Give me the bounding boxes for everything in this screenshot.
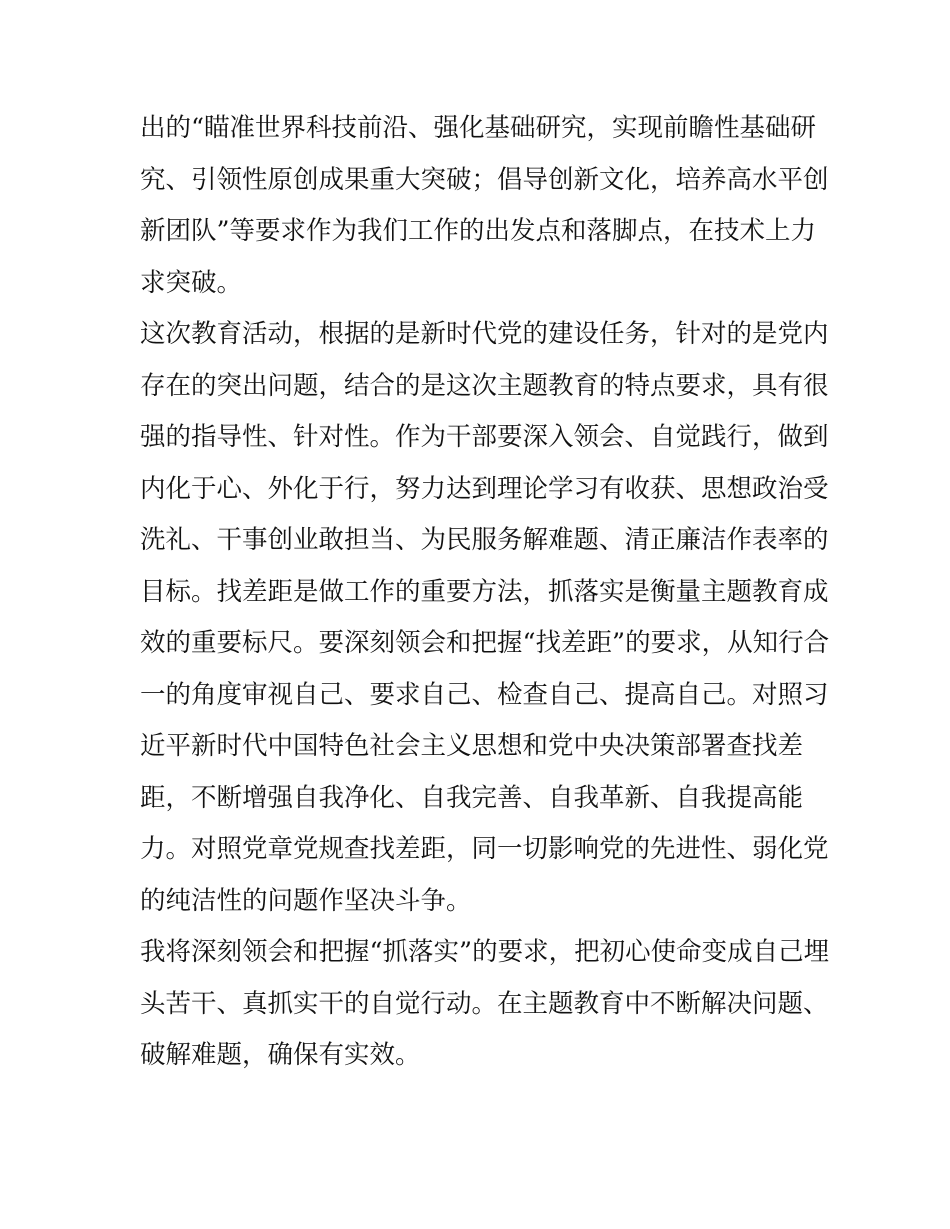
text-line: 存在的突出问题，结合的是这次主题教育的特点要求，具有很 xyxy=(140,370,829,401)
text-line: 距，不断增强自我净化、自我完善、自我革新、自我提高能 xyxy=(140,782,804,813)
text-line: 力。对照党章党规查找差距，同一切影响党的先进性、弱化党 xyxy=(140,834,829,864)
text-line: 破解难题，确保有实效。 xyxy=(140,1040,421,1070)
text-line: 近平新时代中国特色社会主义思想和党中央决策部署查找差 xyxy=(140,731,804,761)
text-line: 洗礼、干事创业敢担当、为民服务解难题、清正廉洁作表率的 xyxy=(140,525,829,555)
text-line: 究、引领性原创成果重大突破；倡导创新文化，培养高水平创 xyxy=(140,164,829,195)
paragraph-2 xyxy=(140,309,840,927)
text-line: 强的指导性、针对性。作为干部要深入领会、自觉践行，做到 xyxy=(140,422,829,452)
document-body xyxy=(140,103,840,1082)
text-line: 头苦干、真抓实干的自觉行动。在主题教育中不断解决问题、 xyxy=(140,988,829,1019)
text-line: 内化于心、外化于行，努力达到理论学习有收获、思想政治受 xyxy=(140,473,829,504)
text-line: 一的角度审视自己、要求自己、检查自己、提高自己。对照习 xyxy=(140,679,829,710)
text-line: 我将深刻领会和把握“抓落实”的要求，把初心使命变成自己埋 xyxy=(140,937,830,967)
text-line: 的纯洁性的问题作坚决斗争。 xyxy=(140,885,472,916)
text-line: 新团队”等要求作为我们工作的出发点和落脚点，在技术上力 xyxy=(140,216,817,246)
text-line: 这次教育活动，根据的是新时代党的建设任务，针对的是党内 xyxy=(140,319,829,349)
text-line: 求突破。 xyxy=(140,267,243,298)
text-line: 目标。找差距是做工作的重要方法，抓落实是衡量主题教育成 xyxy=(140,576,829,607)
paragraph-1 xyxy=(140,103,840,309)
text-line: 出的“瞄准世界科技前沿、强化基础研究，实现前瞻性基础研 xyxy=(140,113,817,143)
text-line: 效的重要标尺。要深刻领会和把握“找差距”的要求，从知行合 xyxy=(140,628,830,658)
paragraph-3 xyxy=(140,927,840,1082)
